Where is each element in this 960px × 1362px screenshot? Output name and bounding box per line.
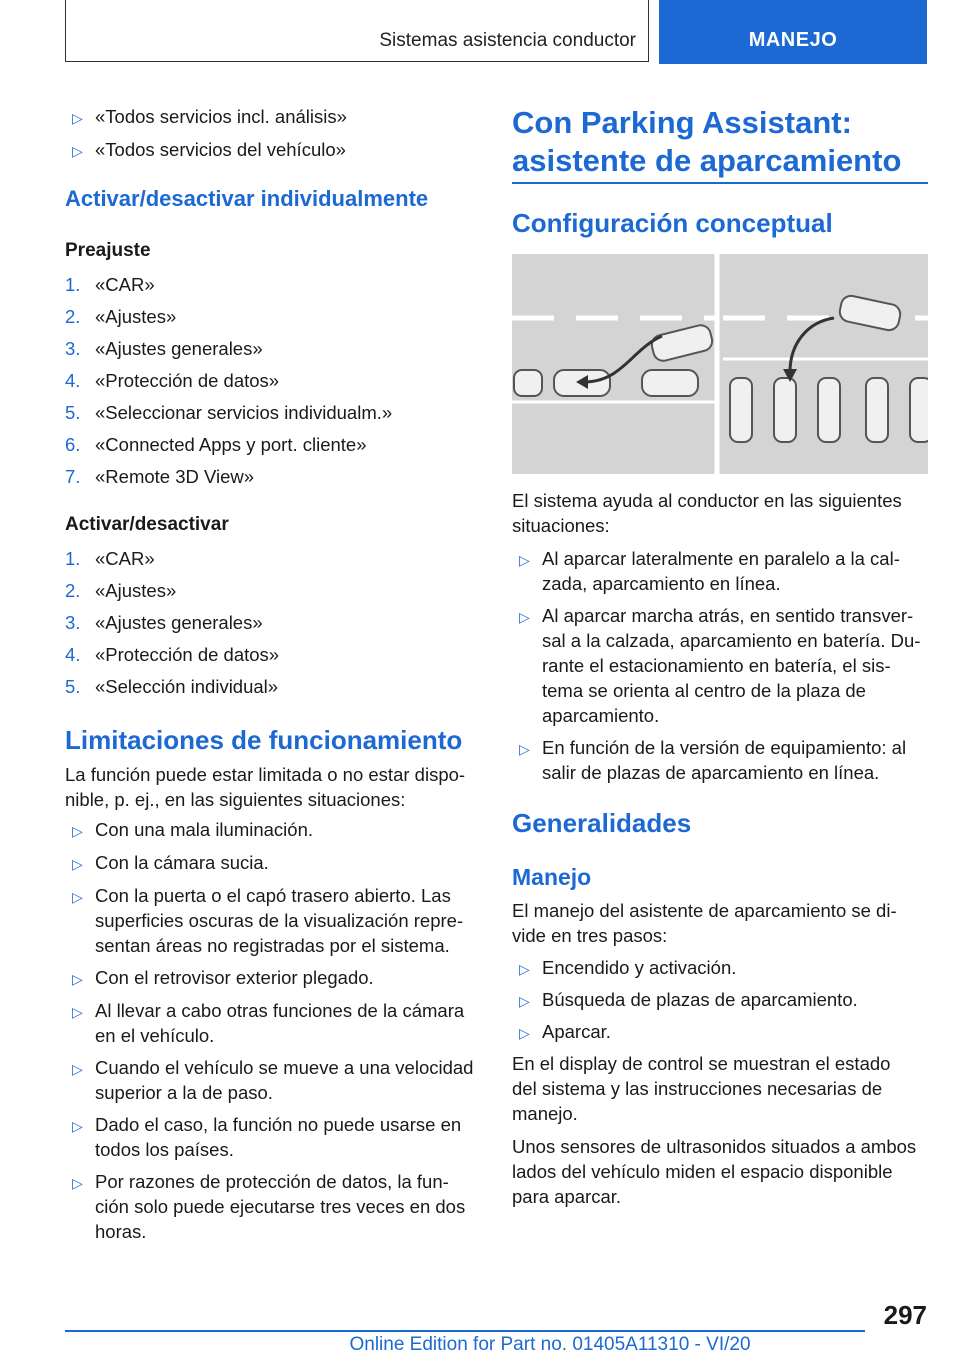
parallel-parked-cars <box>514 370 698 396</box>
triangle-right-icon: ▷ <box>72 856 83 872</box>
triangle-right-icon: ▷ <box>519 741 530 757</box>
step-number: 1. <box>65 274 81 295</box>
parking-diagram <box>512 254 928 474</box>
triangle-right-icon: ▷ <box>72 823 83 839</box>
list-item: 2. «Ajustes» <box>65 306 177 327</box>
step-number: 3. <box>65 338 81 359</box>
list-item: 3. «Ajustes generales» <box>65 338 263 359</box>
list-item: 4. «Protección de datos» <box>65 644 280 665</box>
triangle-right-icon: ▷ <box>519 609 530 625</box>
parking-illustration <box>512 254 928 474</box>
triangle-right-icon: ▷ <box>519 552 530 568</box>
step-number: 4. <box>65 644 81 665</box>
section-heading: Configuración conceptual <box>512 208 833 238</box>
step-number: 6. <box>65 434 81 455</box>
list-item: 7. «Remote 3D View» <box>65 466 255 487</box>
list-item: ▷ Al aparcar lateralmente en paralelo a la cal- zada, aparcamiento en línea. <box>519 548 900 594</box>
triangle-right-icon: ▷ <box>519 993 530 1009</box>
list-item: ▷ Encendido y activación. <box>512 955 736 980</box>
list-item: ▷ Con la puerta o el capó trasero abierto. Las superficies oscuras de la visualización repre- sentan áreas no registradas por el sistema. <box>72 885 464 956</box>
triangle-right-icon: ▷ <box>72 110 83 126</box>
list-item: 5. «Selección individual» <box>65 676 279 697</box>
list-item: 5. «Seleccionar servicios individualm.» <box>65 402 393 423</box>
step-number: 2. <box>65 580 81 601</box>
list-item: 6. «Connected Apps y port. cliente» <box>65 434 367 455</box>
list-item: ▷ Al llevar a cabo otras funciones de la cámara en el vehículo. <box>72 1000 465 1046</box>
step-number: 4. <box>65 370 81 391</box>
edition-note: Online Edition for Part no. 01405A11310 - VI/20 <box>349 1334 751 1355</box>
paragraph: El manejo del asistente de aparcamiento se di- vide en tres pasos: <box>512 900 897 946</box>
subheading-preajuste: Preajuste <box>65 240 151 261</box>
triangle-right-icon: ▷ <box>72 1175 83 1191</box>
list-item: ▷ Con una mala iluminación. <box>65 817 313 842</box>
list-item: 4. «Protección de datos» <box>65 370 280 391</box>
triangle-right-icon: ▷ <box>72 143 83 159</box>
list-item: 1. «CAR» <box>65 274 155 295</box>
chapter-title-main: Con Parking Assistant: asistente de aparcamiento <box>512 105 902 178</box>
list-item: 3. «Ajustes generales» <box>65 612 263 633</box>
section-heading: Generalidades <box>512 808 692 838</box>
list-item: ▷ Búsqueda de plazas de aparcamiento. <box>512 987 858 1012</box>
footer-divider <box>65 1330 865 1332</box>
page-number: 297 <box>883 1300 927 1330</box>
section-heading: Limitaciones de funcionamiento <box>65 725 463 755</box>
subsection-heading: Manejo <box>512 864 592 890</box>
chapter-title: MANEJO <box>748 29 838 51</box>
list-item: ▷ «Todos servicios incl. análisis» <box>65 104 347 129</box>
list-item: ▷ Dado el caso, la función no puede usarse en todos los países. <box>72 1114 462 1160</box>
section-tab <box>65 0 649 62</box>
section-heading: Activar/desactivar individualmente <box>65 186 429 211</box>
list-item: 1. «CAR» <box>65 548 155 569</box>
triangle-right-icon: ▷ <box>519 1025 530 1041</box>
list-item: ▷ Al aparcar marcha atrás, en sentido transver- sal a la calzada, aparcamiento en batería. Du- rante el estacionamiento en batería, el sis- tema se orienta al centro de la plaza de aparcamiento. <box>519 605 921 726</box>
step-number: 2. <box>65 306 81 327</box>
list-item: ▷ Cuando el vehículo se mueve a una velocidad superior a la de paso. <box>72 1057 474 1103</box>
triangle-right-icon: ▷ <box>72 1061 83 1077</box>
subheading-activar: Activar/desactivar <box>65 514 229 535</box>
list-item: ▷ Con la cámara sucia. <box>65 850 269 875</box>
chapter-tab <box>659 0 927 64</box>
paragraph: El sistema ayuda al conductor en las siguientes situaciones: <box>512 490 902 536</box>
triangle-right-icon: ▷ <box>72 1004 83 1020</box>
step-number: 3. <box>65 612 81 633</box>
title-divider <box>512 182 928 184</box>
list-item: ▷ Por razones de protección de datos, la fun- ción solo puede ejecutarse tres veces en dos horas. <box>72 1171 466 1242</box>
triangle-right-icon: ▷ <box>72 1118 83 1134</box>
paragraph: En el display de control se muestran el estado del sistema y las instrucciones necesarias de manejo. <box>512 1053 891 1124</box>
step-number: 1. <box>65 548 81 569</box>
paragraph: La función puede estar limitada o no estar dispo- nible, p. ej., en las siguientes situaciones: <box>65 764 466 810</box>
step-number: 5. <box>65 402 81 423</box>
step-number: 5. <box>65 676 81 697</box>
page-header <box>65 0 927 64</box>
triangle-right-icon: ▷ <box>519 961 530 977</box>
list-item: ▷ Aparcar. <box>512 1019 611 1044</box>
step-number: 7. <box>65 466 81 487</box>
triangle-right-icon: ▷ <box>72 889 83 905</box>
paragraph: Unos sensores de ultrasonidos situados a ambos lados del vehículo miden el espacio disponible para aparcar. <box>512 1136 917 1207</box>
list-item: ▷ En función de la versión de equipamiento: al salir de plazas de aparcamiento en línea. <box>519 737 907 783</box>
list-item: ▷ «Todos servicios del vehículo» <box>65 137 346 162</box>
section-title: Sistemas asistencia conductor <box>379 30 636 51</box>
list-item: ▷ Con el retrovisor exterior plegado. <box>65 965 374 990</box>
triangle-right-icon: ▷ <box>72 971 83 987</box>
list-item: 2. «Ajustes» <box>65 580 177 601</box>
